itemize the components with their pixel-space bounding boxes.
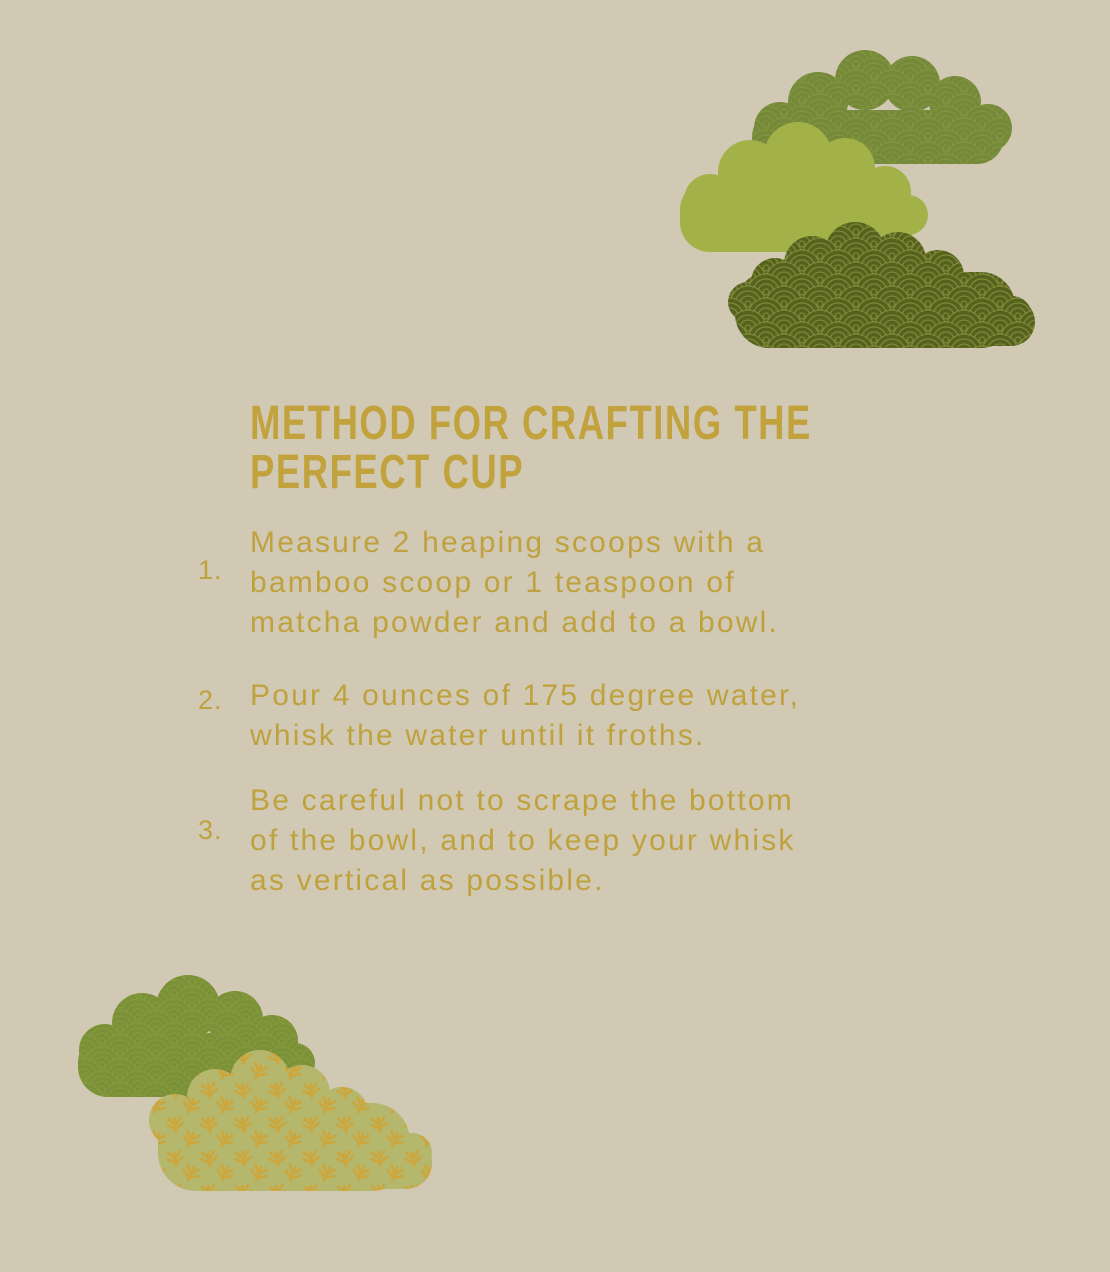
step-number-3: 3. — [198, 815, 223, 845]
page-title-line-2: PERFECT CUP — [250, 446, 525, 499]
step-text-1: Measure 2 heaping scoops with a bamboo scoop or 1 teaspoon of matcha powder and add to a bowl. — [250, 526, 780, 639]
cloud-cluster-bottom-left — [30, 945, 470, 1225]
step-item-1 — [198, 523, 978, 643]
step-item-2 — [198, 676, 978, 756]
page-title-line-1: METHOD FOR CRAFTING THE — [250, 397, 812, 450]
step-text-2: Pour 4 ounces of 175 degree water, whisk the water until it froths. — [250, 679, 801, 752]
step-number-2: 2. — [198, 685, 223, 715]
page-title — [250, 399, 812, 497]
step-text-3: Be careful not to scrape the bottom of the bowl, and to keep your whisk as vertical as possible. — [250, 784, 796, 897]
step-item-3 — [198, 781, 978, 901]
step-number-1: 1. — [198, 555, 223, 585]
cloud-cluster-top-right — [640, 40, 1100, 370]
